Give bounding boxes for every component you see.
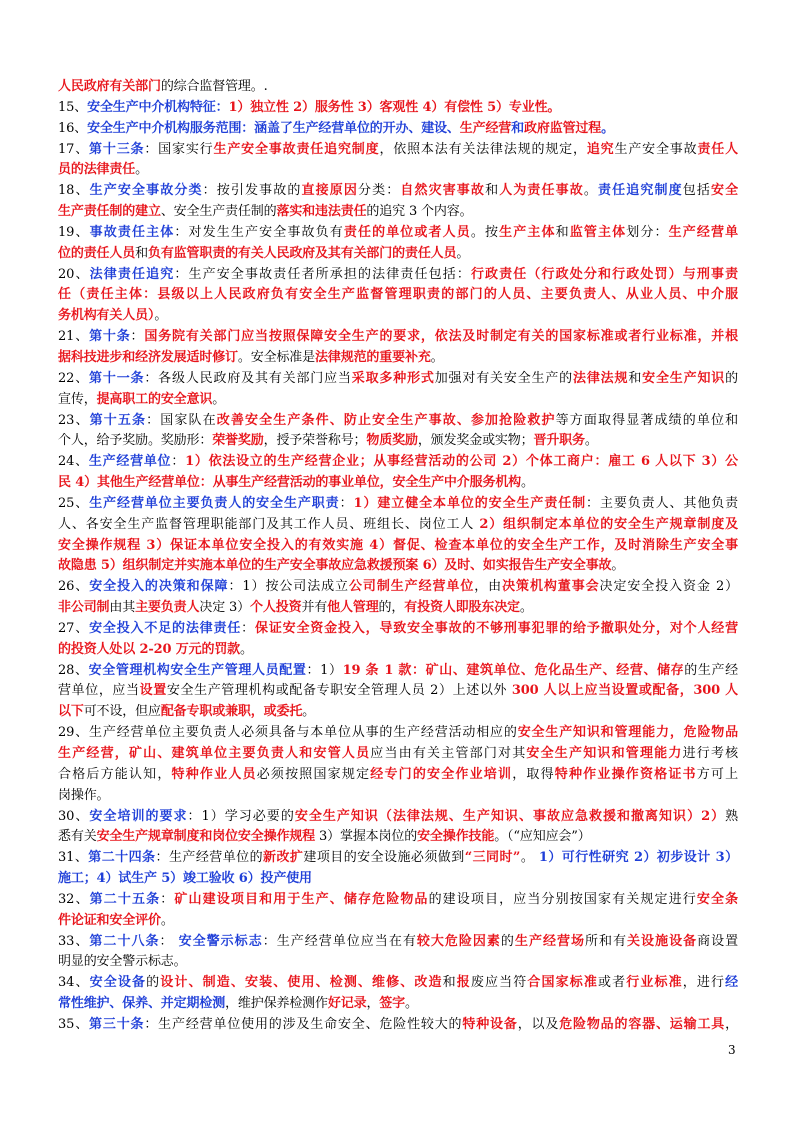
highlight-red-text: 300 人以上应当设置或配备，300 人 bbox=[511, 683, 738, 699]
text-line bbox=[58, 723, 738, 744]
text-line bbox=[58, 390, 738, 411]
highlight-blue-text: 安全投入不足的法律责任 bbox=[89, 620, 242, 636]
text-line bbox=[58, 452, 738, 473]
highlight-red-text: 安全生产知识（法律法规、生产知识、事故应急救援和撤离知识）2） bbox=[294, 808, 726, 824]
highlight-red-text: 设置 bbox=[139, 683, 167, 699]
highlight-red-text: 务机构有关人员） bbox=[58, 308, 155, 324]
body-text: ：国家队在 bbox=[146, 412, 217, 428]
body-text: ： bbox=[130, 329, 145, 345]
body-text: 加强对有关安全生产的 bbox=[434, 370, 574, 386]
highlight-blue-text: 安全生产中介机构服务范围：涵盖了生产经营单位的开办、建设、 bbox=[87, 120, 460, 136]
text-line bbox=[58, 140, 738, 161]
highlight-red-text: 责任人 bbox=[697, 141, 738, 157]
body-text: ：按引发事故的 bbox=[202, 183, 302, 199]
highlight-blue-text: 第三十条 bbox=[89, 1016, 145, 1032]
highlight-red-text: 签字 bbox=[379, 996, 405, 1012]
text-line bbox=[58, 681, 738, 702]
highlight-red-text: 他人管理 bbox=[327, 600, 379, 616]
text-line bbox=[58, 348, 738, 369]
highlight-blue-text: 第二十四条 bbox=[88, 850, 156, 866]
text-line bbox=[58, 911, 738, 932]
highlight-red-text: 生产责任制的建立 bbox=[58, 204, 161, 220]
highlight-red-text: 落实和违法责任 bbox=[276, 204, 367, 220]
highlight-red-text: 1）建立健全本单位的安全生产责任制 bbox=[353, 495, 587, 511]
highlight-red-text: 行政责任（行政处分和行政处罚）与刑事责 bbox=[470, 266, 738, 282]
body-text: 22、 bbox=[58, 370, 90, 386]
body-text: 的综合监督管理。. bbox=[160, 79, 268, 94]
body-text: 或者 bbox=[598, 975, 627, 991]
highlight-blue-text: 安全设备 bbox=[89, 975, 147, 991]
highlight-red-text: 好记录 bbox=[327, 996, 367, 1012]
highlight-red-text: 件论证和安全评价 bbox=[58, 912, 161, 928]
highlight-blue-text: 第十五条 bbox=[89, 412, 147, 428]
body-text: ：主要负责人、其他负责 bbox=[586, 495, 738, 511]
text-line bbox=[58, 744, 738, 765]
body-text: 熟 bbox=[725, 808, 738, 824]
body-text: ，颁发奖金或实物； bbox=[417, 433, 534, 449]
text-line bbox=[58, 181, 738, 202]
highlight-blue-text: 。 bbox=[601, 120, 614, 136]
body-text: 悉有关 bbox=[58, 829, 97, 845]
highlight-red-text: 提高职工的安全意识 bbox=[96, 391, 213, 407]
highlight-red-text: 合国家标准 bbox=[527, 975, 598, 991]
highlight-red-text: 安全生产知识 bbox=[642, 370, 726, 386]
body-text: ， bbox=[725, 1016, 738, 1032]
text-line bbox=[58, 869, 738, 890]
text-line bbox=[58, 619, 738, 640]
highlight-red-text: 经专门的安全作业培训 bbox=[370, 766, 513, 782]
highlight-red-text: 安全生产知识和管理能力，危险物品 bbox=[517, 725, 738, 741]
body-text: 明显的安全警示标志。 bbox=[58, 954, 187, 970]
text-line bbox=[58, 848, 738, 869]
body-text: 21、 bbox=[58, 329, 90, 345]
text-line bbox=[58, 431, 738, 452]
highlight-blue-text: 第二十五条 bbox=[89, 891, 161, 907]
highlight-blue-text: 经 bbox=[725, 975, 738, 991]
text-line bbox=[58, 952, 738, 973]
highlight-red-text: 新改扩 bbox=[263, 850, 304, 866]
body-text: 。 bbox=[160, 912, 174, 928]
text-line bbox=[58, 577, 738, 598]
body-text: 20、 bbox=[58, 266, 90, 282]
body-text: 。安全标准是 bbox=[237, 349, 316, 365]
highlight-red-text: 监管主体 bbox=[569, 224, 627, 240]
highlight-red-text: 据科技进步和经济发展适时修订 bbox=[58, 349, 238, 365]
text-line bbox=[58, 932, 738, 953]
highlight-blue-text: 安全警示标志 bbox=[178, 933, 263, 949]
highlight-red-text: 改善安全生产条件、防止安全生产事故、参加抢险救护 bbox=[216, 412, 556, 428]
highlight-red-text: “三同时” bbox=[464, 850, 521, 866]
highlight-red-text: 2）组织制定本单位的安全生产规章制度及 bbox=[479, 516, 738, 532]
body-text: ：1）学习必要的 bbox=[187, 808, 295, 824]
text-line bbox=[58, 98, 738, 119]
highlight-red-text: 特种作业操作资格证书 bbox=[554, 766, 697, 782]
highlight-red-text: 生产安全事故责任追究制度 bbox=[213, 141, 380, 157]
highlight-red-text: 矿山建设项目和用于生产、储存危险物品 bbox=[174, 891, 429, 907]
body-text: 。 bbox=[240, 641, 253, 657]
highlight-red-text: 危险物品的容器、运输工具 bbox=[559, 1016, 726, 1032]
text-line bbox=[58, 327, 738, 348]
body-text: 。 bbox=[520, 850, 539, 866]
body-text: 25、 bbox=[58, 495, 90, 511]
highlight-red-text: 员的法律责任 bbox=[58, 162, 136, 178]
body-text: ： bbox=[171, 454, 186, 470]
body-text: ，进行 bbox=[682, 975, 726, 991]
body-text: 19、 bbox=[58, 224, 90, 240]
body-text: ： bbox=[241, 620, 255, 636]
body-text: 18、 bbox=[58, 183, 90, 199]
body-text: 15、 bbox=[58, 99, 88, 115]
highlight-blue-text: 第二十八条 bbox=[89, 933, 160, 949]
highlight-red-text: 自然灾害事故 bbox=[400, 183, 486, 199]
body-text: 3）掌握本岗位的 bbox=[315, 829, 418, 845]
body-text: ，维护保养检测作 bbox=[225, 996, 328, 1012]
highlight-red-text: 公司制生产经营单位 bbox=[348, 579, 475, 595]
text-line bbox=[58, 202, 738, 223]
body-text: 24、 bbox=[58, 454, 89, 470]
body-text: 。 bbox=[583, 183, 599, 199]
body-text: 。 bbox=[611, 558, 625, 574]
text-line bbox=[58, 494, 738, 515]
highlight-red-text: 生产经营 bbox=[459, 120, 512, 136]
text-line bbox=[58, 369, 738, 390]
highlight-red-text: 个人投资 bbox=[250, 600, 302, 616]
highlight-blue-text: 施工；4）试生产 5）竣工验收 6）投产使用 bbox=[58, 871, 312, 887]
body-text: ：生产经营单位应当在有 bbox=[262, 933, 417, 949]
body-text: 35、 bbox=[58, 1016, 90, 1032]
highlight-red-text: 生产主体 bbox=[499, 224, 556, 240]
highlight-red-text: 保证安全资金投入，导致安全事故的不够刑事犯罪的给予撤职处分，对个人经营 bbox=[255, 620, 738, 636]
text-line bbox=[58, 411, 738, 432]
page-number: 3 bbox=[728, 1043, 736, 1057]
body-text: 27、 bbox=[58, 620, 90, 636]
body-text: ， bbox=[366, 996, 380, 1012]
highlight-blue-text: 安全管理机构安全生产管理人员配置 bbox=[88, 662, 307, 678]
body-text: 由其 bbox=[109, 600, 136, 616]
body-text: 、安全生产责任制的 bbox=[160, 204, 277, 220]
highlight-red-text: 非公司制 bbox=[58, 600, 110, 616]
body-text: 可不设，但应 bbox=[83, 704, 161, 720]
text-line bbox=[58, 265, 738, 286]
body-text: ： bbox=[160, 891, 175, 907]
highlight-red-text: 生产经营场 bbox=[514, 933, 585, 949]
highlight-red-text: 人为责任事故 bbox=[499, 183, 584, 199]
highlight-red-text: 决策机构董事会 bbox=[502, 579, 600, 595]
body-text: 的 bbox=[725, 370, 738, 386]
text-line bbox=[58, 807, 738, 828]
body-text: 包括 bbox=[682, 183, 712, 199]
body-text: 的 bbox=[500, 933, 515, 949]
body-text: ，以及 bbox=[517, 1016, 560, 1032]
highlight-blue-text: 安全培训的要求 bbox=[89, 808, 188, 824]
highlight-red-text: 生产经营，矿山、建筑单位主要负责人和安管人员 bbox=[58, 746, 371, 761]
body-text: 决定 3） bbox=[199, 600, 251, 616]
highlight-red-text: 特种作业人员 bbox=[171, 766, 257, 782]
highlight-red-text: 位的责任人员 bbox=[58, 245, 136, 261]
body-text: 30、 bbox=[58, 808, 90, 824]
body-text: 分类： bbox=[357, 183, 401, 199]
highlight-red-text: 1）依法设立的生产经营企业；从事经营活动的公司 2）个体工商户：雇工 6 人以下 3）公 bbox=[185, 454, 738, 470]
highlight-blue-text: 第十三条 bbox=[89, 141, 145, 157]
body-text: 31、 bbox=[58, 850, 89, 866]
highlight-blue-text: 责任追究制度 bbox=[598, 183, 683, 199]
body-text: 的 bbox=[146, 975, 161, 991]
body-text: 废应当符 bbox=[470, 975, 528, 991]
highlight-red-text: 政府监管过程 bbox=[524, 120, 602, 136]
highlight-red-text: 安全生产规章制度和岗位安全操作规程 bbox=[96, 829, 316, 845]
highlight-red-text: 主要负责人 bbox=[135, 600, 200, 616]
body-text: 宣传， bbox=[58, 391, 97, 407]
highlight-blue-text: 安全投入的决策和保障 bbox=[89, 579, 229, 595]
body-text: 和 bbox=[628, 370, 643, 386]
body-text: ：生产经营单位的 bbox=[155, 850, 264, 866]
highlight-red-text: 法律法规 bbox=[573, 370, 629, 386]
highlight-red-text: 有投资人即股东决定 bbox=[404, 600, 520, 616]
text-line bbox=[58, 515, 738, 536]
body-text: 和 bbox=[442, 975, 457, 991]
highlight-red-text: 生产经营单 bbox=[668, 224, 738, 240]
body-text: 28、 bbox=[58, 662, 89, 678]
highlight-red-text: 任（责任主体：县级以上人民政府负有安全生产监督管理职责的部门的人员、主要负责人、从业人员、中介服 bbox=[58, 287, 738, 303]
body-text: 人、各安全生产监督管理职能部门及其工作人员、班组长、岗位工人 bbox=[58, 516, 480, 532]
body-text: ：生产经营单位使用的涉及生命安全、危险性较大的 bbox=[144, 1016, 463, 1032]
highlight-blue-text: 生产安全事故分类 bbox=[89, 183, 203, 199]
body-text: 所和有 bbox=[585, 933, 628, 949]
body-text: 。 bbox=[302, 704, 316, 720]
highlight-red-text: 设计、制造、安装、使用、检测、维修、改造 bbox=[160, 975, 443, 991]
text-line bbox=[58, 244, 738, 265]
body-text: 。 bbox=[154, 308, 168, 324]
highlight-red-text: 配备专职或兼职，或委托 bbox=[160, 704, 303, 720]
highlight-red-text: 荣誉奖励 bbox=[212, 433, 264, 449]
body-text: 和 bbox=[555, 224, 570, 240]
highlight-red-text: 安全条 bbox=[696, 891, 738, 907]
highlight-blue-text: 生产经营单位主要负责人的安全生产职责 bbox=[89, 495, 340, 511]
text-line bbox=[58, 765, 738, 786]
highlight-red-text: 报 bbox=[456, 975, 471, 991]
body-text: 划分： bbox=[626, 224, 669, 240]
text-line bbox=[58, 827, 738, 848]
body-text: 32、 bbox=[58, 891, 90, 907]
body-text: ，由 bbox=[474, 579, 503, 595]
highlight-blue-text: 生产经营单位 bbox=[88, 454, 172, 470]
highlight-red-text: 采取多种形式 bbox=[351, 370, 435, 386]
text-line bbox=[58, 536, 738, 557]
body-text: 商设置 bbox=[697, 933, 738, 949]
text-line bbox=[58, 890, 738, 911]
highlight-red-text: 1）独立性 2）服务性 3）客观性 4）有偿性 5）专业性。 bbox=[228, 99, 561, 115]
text-line bbox=[58, 994, 738, 1015]
body-text: 34、 bbox=[58, 975, 90, 991]
text-line bbox=[58, 661, 738, 682]
body-text: 应当由有关主管部门对其 bbox=[370, 746, 527, 761]
text-line bbox=[58, 640, 738, 661]
highlight-blue-text: 第十一条 bbox=[89, 370, 145, 386]
highlight-red-text: 责任的单位或者人员 bbox=[343, 224, 471, 240]
highlight-red-text: 法律规范的重要补充 bbox=[315, 349, 431, 365]
body-text: 营单位，应当 bbox=[58, 683, 140, 699]
body-text: 。 bbox=[456, 245, 470, 261]
highlight-blue-text: 1）可行性研究 2）初步设计 3） bbox=[538, 850, 738, 866]
body-text: ：对发生生产安全事故负有 bbox=[174, 224, 344, 240]
highlight-red-text: 安全 bbox=[711, 183, 738, 199]
body-text: ：各级人民政府及其有关部门应当 bbox=[144, 370, 352, 386]
highlight-red-text: 较大危险因素 bbox=[416, 933, 501, 949]
body-text: 23、 bbox=[58, 412, 90, 428]
body-text: 等方面取得显著成绩的单位和 bbox=[555, 412, 738, 428]
body-text: 。 bbox=[135, 162, 148, 178]
body-text: 的建设项目，应当分别按国家有关规定进行 bbox=[428, 891, 697, 907]
body-text: ：1）按公司法成立 bbox=[228, 579, 349, 595]
body-text: 生产安全事故 bbox=[614, 141, 698, 157]
body-text: 并有 bbox=[301, 600, 328, 616]
body-text: 。（“应知应会”） bbox=[494, 829, 591, 845]
text-line bbox=[58, 223, 738, 244]
body-text: 29、生产经营单位主要负责人必须具备与本单位从事的生产经营活动相应的 bbox=[58, 725, 518, 741]
body-text: ：生产安全事故责任者所承担的法律责任包括： bbox=[174, 266, 471, 282]
body-text: 决定安全投入资金 2） bbox=[599, 579, 738, 595]
highlight-blue-text: 常性维护、保养、并定期检测 bbox=[58, 996, 226, 1012]
text-line bbox=[58, 598, 738, 619]
body-text: 安全生产管理机构或配备专职安全管理人员 2）上述以外 bbox=[166, 683, 512, 699]
body-text: 的追究 3 个内容。 bbox=[366, 204, 473, 220]
highlight-red-text: 人民政府有关部门 bbox=[58, 79, 161, 94]
highlight-red-text: 直接原因 bbox=[301, 183, 358, 199]
highlight-red-text: 安全操作技能 bbox=[417, 829, 495, 845]
body-text: 建项目的安全设施必须做到 bbox=[303, 850, 465, 866]
body-text: 必须按照国家规定 bbox=[256, 766, 371, 782]
body-text: 的， bbox=[378, 600, 405, 616]
text-line bbox=[58, 306, 738, 327]
body-text: 。 bbox=[521, 475, 534, 491]
text-line bbox=[58, 77, 738, 98]
highlight-red-text: 物质奖励 bbox=[366, 433, 418, 449]
highlight-red-text: 的投资人处以 2-20 万元的罚款 bbox=[58, 641, 241, 657]
text-line bbox=[58, 119, 738, 140]
body-text: 的生产经 bbox=[684, 662, 738, 678]
body-text: 16、 bbox=[58, 120, 88, 136]
body-text: 和 bbox=[485, 183, 500, 199]
body-text: 。 bbox=[212, 391, 226, 407]
body-text: 26、 bbox=[58, 579, 90, 595]
body-text: 。 bbox=[405, 996, 418, 1012]
highlight-blue-text: 和 bbox=[511, 120, 525, 136]
body-text: 33、 bbox=[58, 933, 90, 949]
body-text: ：1） bbox=[306, 662, 343, 678]
highlight-red-text: 安全操作规程 3）保证本单位安全投入的有效实施 4）督促、检查本单位的安全生产工作，及时消除生产安全事 bbox=[58, 537, 738, 553]
text-line bbox=[58, 786, 738, 807]
highlight-blue-text: 法律责任追究 bbox=[89, 266, 175, 282]
text-line bbox=[58, 1015, 738, 1036]
document-body bbox=[58, 77, 738, 1036]
highlight-red-text: 故隐患 5）组织制定并实施本单位的生产安全事故应急救援预案 6）及时、如实报告生产安全事故 bbox=[58, 558, 612, 574]
text-line bbox=[58, 702, 738, 723]
highlight-red-text: 负有监管职责的有关人民政府及其有关部门的责任人员 bbox=[147, 245, 457, 261]
text-line bbox=[58, 473, 738, 494]
highlight-red-text: 安全生产知识和管理能力 bbox=[526, 746, 683, 761]
highlight-red-text: 19 条 1 款：矿山、建筑单位、危化品生产、经营、储存 bbox=[342, 662, 685, 678]
text-line bbox=[58, 160, 738, 181]
highlight-red-text: 晋升职务 bbox=[533, 433, 585, 449]
body-text: ： bbox=[339, 495, 354, 511]
body-text: 进行考核 bbox=[682, 746, 738, 761]
body-text: 。 bbox=[519, 600, 533, 616]
highlight-blue-text: 事故责任主体 bbox=[89, 224, 175, 240]
body-text: 岗操作。 bbox=[58, 787, 110, 803]
body-text: 17、 bbox=[58, 141, 90, 157]
body-text: ：国家实行 bbox=[144, 141, 214, 157]
body-text: ，授予荣誉称号； bbox=[263, 433, 367, 449]
body-text: ，取得 bbox=[512, 766, 555, 782]
body-text: 和 bbox=[135, 245, 148, 261]
highlight-red-text: 行业标准 bbox=[626, 975, 683, 991]
body-text: 合格后方能认知， bbox=[58, 766, 172, 782]
body-text: 个人，给予奖励。奖励形： bbox=[58, 433, 213, 449]
body-text: 方可上 bbox=[696, 766, 738, 782]
body-text: 。按 bbox=[470, 224, 500, 240]
text-line bbox=[58, 556, 738, 577]
body-text: 。 bbox=[430, 349, 444, 365]
highlight-red-text: 追究 bbox=[586, 141, 615, 157]
body-text: ： bbox=[159, 933, 179, 949]
text-line bbox=[58, 285, 738, 306]
highlight-red-text: 特种设备 bbox=[462, 1016, 518, 1032]
highlight-red-text: 民 4）其他生产经营单位：从事生产经营活动的事业单位，安全生产中介服务机构 bbox=[58, 475, 522, 491]
highlight-red-text: 以下 bbox=[58, 704, 84, 720]
body-text: ，依照本法有关法律法规的规定， bbox=[379, 141, 587, 157]
body-text: 。 bbox=[584, 433, 598, 449]
text-line bbox=[58, 973, 738, 994]
highlight-blue-text: 第十条 bbox=[89, 329, 131, 345]
highlight-red-text: 关设施设备 bbox=[627, 933, 698, 949]
highlight-red-text: 国务院有关部门应当按照保障安全生产的要求，依法及时制定有关的国家标准或者行业标准，并根 bbox=[144, 329, 738, 345]
highlight-blue-text: 安全生产中介机构特征： bbox=[87, 99, 229, 115]
